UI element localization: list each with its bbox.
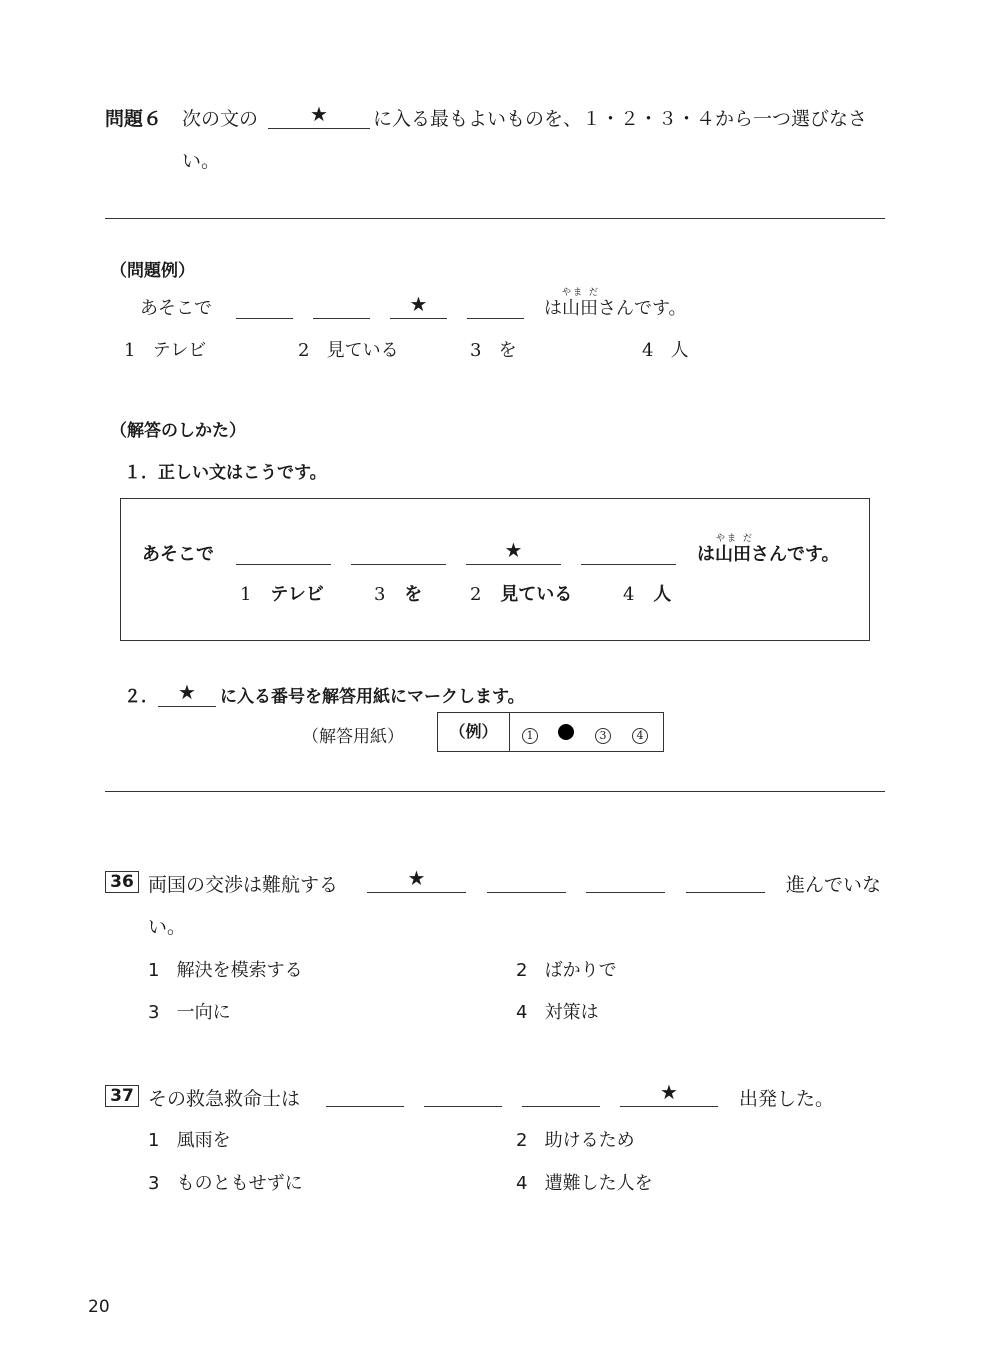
answer-bubble-2-filled: [558, 724, 574, 744]
question-37-text-b: 出発した。: [739, 1088, 835, 1110]
example-tail: は山田さんです。: [544, 298, 687, 319]
question-36-option-3[interactable]: 3 一向に: [148, 1002, 231, 1023]
box-blank-2: [351, 538, 446, 565]
example-option-4: 4 人: [642, 340, 689, 361]
box-tail: は山田さんです。: [697, 544, 840, 565]
answer-heading: （解答のしかた）: [110, 421, 246, 441]
question-37-blank-star[interactable]: [620, 1080, 718, 1107]
example-blank-1: [236, 292, 293, 319]
question-number-37: 37: [105, 1085, 139, 1107]
question-37-blank-1[interactable]: [326, 1080, 404, 1107]
question-36-blank-3[interactable]: [586, 866, 665, 893]
box-item-1: 1 テレビ: [240, 584, 324, 605]
example-lead: あそこで: [140, 298, 212, 319]
star-icon: ★: [409, 292, 428, 316]
mondai-label: 問題６: [105, 108, 163, 130]
box-item-2: 3 を: [374, 584, 423, 605]
instruction-part-c: い。: [182, 150, 221, 172]
question-37-option-3[interactable]: 3 ものともせずに: [148, 1173, 303, 1194]
answer-step-2-num: ２．: [124, 687, 158, 707]
page-number: 20: [88, 1297, 110, 1317]
box-blank-star: [466, 538, 561, 565]
example-blank-2: [313, 292, 370, 319]
question-36-blank-2[interactable]: [487, 866, 566, 893]
question-36-option-4[interactable]: 4 対策は: [516, 1002, 599, 1023]
box-item-4: 4 人: [623, 584, 672, 605]
answer-box: [120, 498, 870, 641]
divider-bottom: [105, 791, 885, 792]
instruction-star-blank: [268, 102, 370, 129]
answer-step-2-text: に入る番号を解答用紙にマークします。: [220, 687, 525, 707]
star-icon: ★: [660, 1080, 678, 1104]
step2-star-blank: [158, 680, 216, 707]
box-item-3: 2 見ている: [470, 584, 573, 605]
star-icon: ★: [178, 680, 196, 704]
sheet-label: （解答用紙）: [302, 727, 404, 747]
example-ruby: やま だ: [562, 288, 600, 298]
example-option-1: 1 テレビ: [124, 340, 207, 361]
question-36-text-c: い。: [148, 916, 187, 938]
question-36-blank-star[interactable]: [367, 866, 466, 893]
answer-bubble-3: 3: [595, 724, 611, 744]
star-icon: ★: [310, 102, 328, 126]
question-36-option-2[interactable]: 2 ばかりで: [516, 960, 617, 981]
answer-sheet: [437, 712, 664, 752]
box-blank-1: [236, 538, 331, 565]
question-37-option-4[interactable]: 4 遭難した人を: [516, 1173, 653, 1194]
example-option-2: 2 見ている: [298, 340, 399, 361]
question-36-blank-4[interactable]: [686, 866, 765, 893]
answer-bubble-1: 1: [522, 724, 538, 744]
instruction-part-a: 次の文の: [182, 108, 259, 130]
divider-top: [105, 218, 885, 219]
box-blank-4: [581, 538, 676, 565]
question-36-option-1[interactable]: 1 解決を模索する: [148, 960, 303, 981]
box-ruby: やま だ: [716, 534, 754, 544]
star-icon: ★: [407, 866, 426, 890]
example-option-3: 3 を: [470, 340, 517, 361]
question-37-blank-3[interactable]: [522, 1080, 600, 1107]
example-blank-star: [390, 292, 447, 319]
sheet-example-label: （例）: [438, 713, 510, 751]
answer-bubble-4: 4: [632, 724, 648, 744]
instruction-part-b: に入る最もよいものを、１・２・３・４から一つ選びなさ: [373, 108, 868, 130]
question-37-option-2[interactable]: 2 助けるため: [516, 1130, 635, 1151]
example-heading: （問題例）: [110, 261, 195, 281]
question-37-text-a: その救急救命士は: [148, 1088, 301, 1110]
answer-step-1: １．正しい文はこうです。: [124, 463, 327, 483]
question-37-option-1[interactable]: 1 風雨を: [148, 1130, 231, 1151]
star-icon: ★: [504, 538, 523, 562]
question-36-text-b: 進んでいな: [786, 874, 882, 896]
question-number-36: 36: [105, 871, 139, 893]
example-blank-4: [467, 292, 524, 319]
question-36-text-a: 両国の交渉は難航する: [148, 874, 339, 896]
box-lead: あそこで: [142, 544, 214, 565]
question-37-blank-2[interactable]: [424, 1080, 502, 1107]
